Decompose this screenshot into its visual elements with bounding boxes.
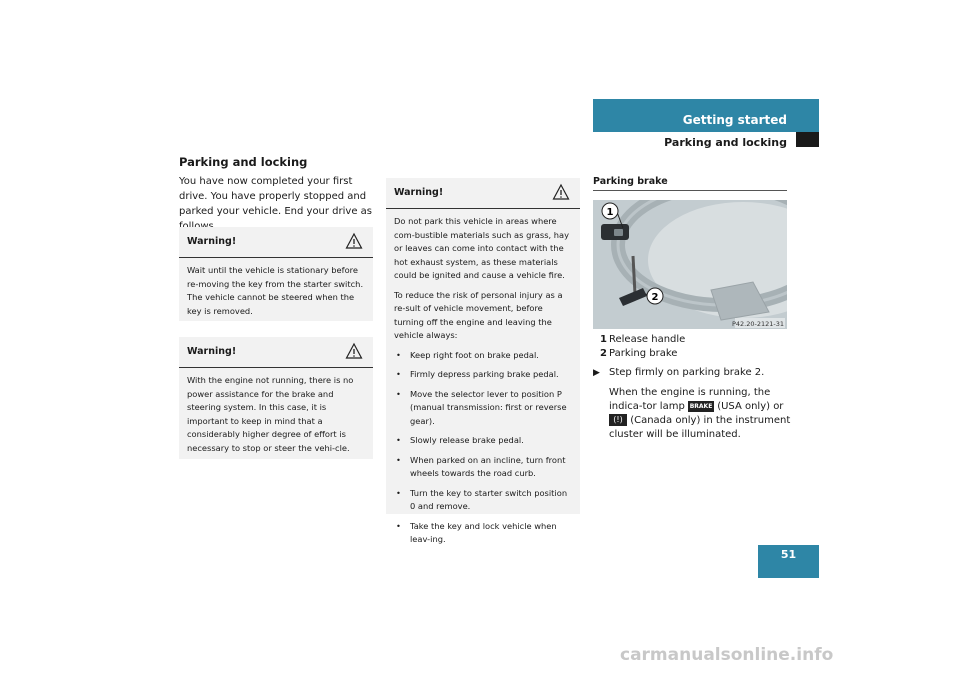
warning-title: Warning!: [187, 236, 237, 247]
bullet-icon: •: [396, 435, 401, 445]
warning-paragraph: Do not park this vehicle in areas where com-bustible materials such as grass, hay or leaves can come into contact with the hot exhaust system, as these materials could be ignited and cause a vehicle fire.: [394, 216, 570, 280]
chapter-title: Getting started: [682, 113, 787, 127]
warning-title: Warning!: [394, 187, 444, 198]
bullet-icon: •: [396, 520, 401, 531]
warning-header: [179, 227, 373, 258]
callout-1: 1: [606, 207, 614, 218]
warning-triangle-icon: [552, 183, 570, 201]
warning-box-2: [179, 337, 373, 459]
figure-legend: [600, 333, 685, 361]
chapter-header-bar: [593, 99, 819, 132]
page-number: 51: [758, 545, 819, 578]
canada-brake-lamp-icon: (!): [609, 414, 627, 426]
warning-header: [179, 337, 373, 368]
parking-brake-figure: [593, 200, 787, 329]
parking-brake-title: Parking brake: [593, 176, 787, 191]
warning-header: [386, 178, 580, 209]
step-text: Step firmly on parking brake 2.: [609, 367, 765, 378]
warning-text: Wait until the vehicle is stationary before re-moving the key from the starter switch. The vehicle cannot be steered when the key is removed.: [187, 265, 364, 316]
watermark: carmanualsonline.info: [620, 645, 834, 665]
warning-text: With the engine not running, there is no power assistance for the brake and steering system. In this case, it is important to keep in mind that a considerably higher degree of effort is necessary to stop or steer the vehi-cle.: [187, 375, 354, 453]
list-item: • Firmly depress parking brake pedal.: [394, 368, 572, 382]
bullet-icon: •: [396, 349, 401, 360]
step-arrow-icon: ▶: [593, 368, 600, 378]
warning-checklist: [394, 349, 572, 547]
list-item: • Move the selector lever to position P (manual transmission: first or reverse gear).: [396, 388, 567, 426]
warning-box-1: [179, 227, 373, 321]
warning-triangle-icon: [345, 232, 363, 250]
intro-text: You have now completed your first drive. You have properly stopped and parked your vehicle. End your drive as: [179, 176, 373, 217]
header-marker: [796, 132, 819, 147]
bullet-icon: •: [396, 369, 401, 379]
section-title: Parking and locking: [179, 155, 308, 169]
callout-2: 2: [651, 292, 659, 303]
parking-brake-illustration: [593, 200, 787, 329]
list-item: • When parked on an incline, turn front wheels towards the road curb.: [396, 454, 566, 478]
bullet-icon: •: [396, 487, 401, 498]
figure-code: P42.20-2121-31: [731, 320, 784, 328]
step-note: When the engine is running, the indica-tor lamp BRAKE (USA only) or (!) (Canada only) in the instrument cluster will be illuminated.: [609, 387, 791, 440]
instruction-step: [593, 366, 793, 448]
list-item: • Turn the key to starter switch position 0 and remove.: [396, 487, 568, 511]
legend-item: 2 Parking brake: [600, 348, 678, 359]
brake-lamp-icon: BRAKE: [689, 402, 713, 410]
list-item: • Keep right foot on brake pedal.: [394, 349, 572, 363]
list-item: • Take the key and lock vehicle when leav-ing.: [396, 520, 557, 544]
warning-box-3: [386, 178, 580, 544]
list-item: • Slowly release brake pedal.: [394, 434, 572, 448]
bullet-icon: •: [396, 454, 401, 465]
warning-title: Warning!: [187, 346, 237, 357]
bullet-icon: •: [396, 388, 401, 399]
warning-paragraph: To reduce the risk of personal injury as a re-sult of vehicle movement, before turning off the engine and leaving the vehicle always:: [394, 289, 563, 340]
legend-item: 1 Release handle: [600, 334, 686, 345]
section-header: Parking and locking: [593, 132, 787, 149]
warning-triangle-icon: [345, 342, 363, 360]
